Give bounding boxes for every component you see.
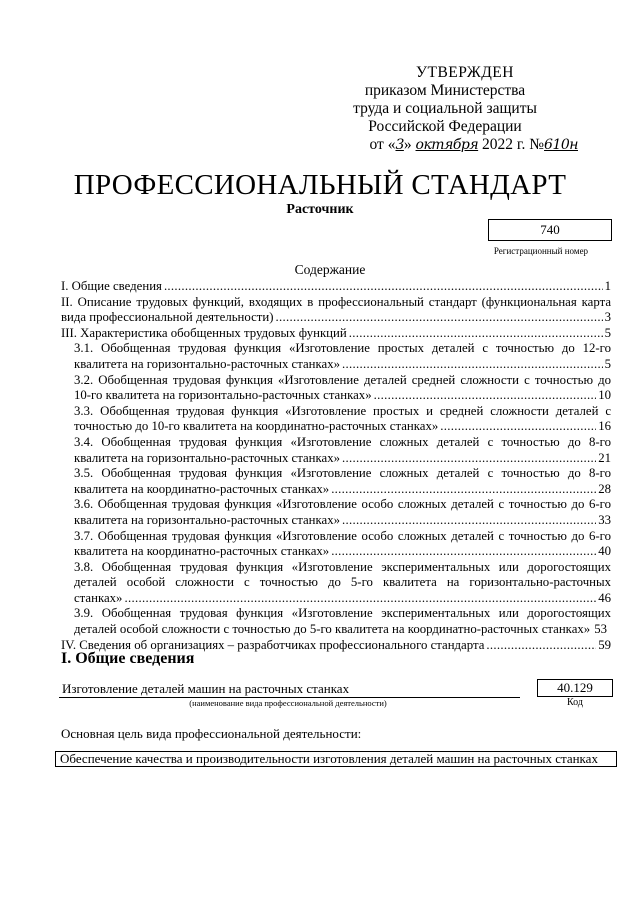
toc-item-text: 3.9. Обобщенная трудовая функция «Изготовление экспериментальных или дорогостоящих <box>74 606 611 621</box>
approval-line-1: приказом Министерства <box>364 82 526 99</box>
toc-page-number: 16 <box>598 419 611 434</box>
toc-item-text: квалитета на координатно-расточных станках» <box>74 544 330 559</box>
toc-item-text: 3.5. Обобщенная трудовая функция «Изготовление сложных деталей с точностью до 8-го <box>74 466 611 481</box>
toc-item-text: I. Общие сведения <box>61 279 162 293</box>
table-of-contents <box>61 279 611 653</box>
toc-page-number: 5 <box>604 325 611 340</box>
toc-leader-dots <box>164 279 603 295</box>
activity-name-caption: (наименование вида профессиональной деятельности) <box>189 698 387 708</box>
goal-field: Обеспечение качества и производительности изготовления деталей машин на расточных станках <box>55 751 617 767</box>
toc-item[interactable] <box>61 279 611 295</box>
toc-item-text: III. Характеристика обобщенных трудовых функций <box>61 325 347 340</box>
toc-item-row <box>74 544 611 560</box>
toc-page-number: 5 <box>604 356 611 371</box>
document-subtitle: Расточник <box>286 202 354 217</box>
toc-item-text: 3.1. Обобщенная трудовая функция «Изготовление простых деталей с точностью до 12-го <box>74 341 611 356</box>
toc-item-text: станках» <box>74 590 123 605</box>
toc-title: Содержание <box>294 262 366 277</box>
toc-leader-dots <box>486 638 596 654</box>
activity-name-field: Изготовление деталей машин на расточных станках <box>59 682 520 698</box>
toc-page-number: 33 <box>598 512 611 527</box>
toc-item-row <box>74 482 611 498</box>
date-year: 2022 г. № <box>482 136 545 153</box>
toc-item-row <box>74 513 611 529</box>
toc-item-text: квалитета на горизонтально-расточных станках» <box>74 512 341 527</box>
toc-page-number: 40 <box>598 544 611 559</box>
toc-page-number: 3 <box>604 310 611 325</box>
toc-page-number: 28 <box>598 481 611 496</box>
toc-item-row <box>61 279 611 295</box>
toc-item[interactable] <box>61 295 611 326</box>
toc-item-row <box>74 622 611 638</box>
activity-code-label: Код <box>567 697 583 708</box>
toc-item-row <box>74 357 611 373</box>
toc-item-text: точностью до 10-го квалитета на координатно-расточных станках» <box>74 419 439 434</box>
toc-item[interactable] <box>61 560 611 607</box>
toc-leader-dots <box>276 310 603 326</box>
toc-page-number: 59 <box>598 637 611 652</box>
toc-item-text: вида профессиональной деятельности) <box>61 310 274 325</box>
approval-date <box>320 136 578 154</box>
toc-item-row <box>74 388 611 404</box>
toc-page-number: 53 <box>594 622 607 637</box>
toc-leader-dots <box>331 544 596 560</box>
approval-heading: УТВЕРЖДЕН <box>416 64 514 81</box>
toc-item[interactable] <box>61 404 611 435</box>
toc-item-text: 3.7. Обобщенная трудовая функция «Изготовление особо сложных деталей с точностью до 6-го <box>74 528 611 543</box>
registration-number-box: 740 <box>488 219 612 241</box>
toc-item-text: 3.8. Обобщенная трудовая функция «Изготовление экспериментальных или дорогостоящих <box>74 559 611 574</box>
toc-page-number: 1 <box>604 279 611 293</box>
toc-item-text: квалитета на горизонтально-расточных станках» <box>74 450 341 465</box>
toc-item-text: 3.2. Обобщенная трудовая функция «Изготовление деталей средней сложности с точностью до <box>74 372 611 387</box>
toc-leader-dots <box>342 513 596 529</box>
toc-leader-dots <box>331 482 596 498</box>
toc-page-number: 46 <box>598 590 611 605</box>
toc-item[interactable] <box>61 466 611 497</box>
toc-item[interactable] <box>61 435 611 466</box>
order-number: 610н <box>544 137 578 153</box>
registration-number-label: Регистрационный номер <box>493 246 589 256</box>
toc-item[interactable] <box>61 497 611 528</box>
toc-item-row <box>61 326 611 342</box>
approval-line-3: Российской Федерации <box>368 118 522 135</box>
toc-leader-dots <box>342 451 596 467</box>
toc-item[interactable] <box>61 373 611 404</box>
toc-item-row <box>74 419 611 435</box>
activity-code-box: 40.129 <box>537 679 613 697</box>
section-heading: I. Общие сведения <box>61 650 195 667</box>
toc-item[interactable] <box>61 326 611 342</box>
date-prefix: от « <box>369 136 396 153</box>
toc-item[interactable] <box>61 606 611 637</box>
toc-leader-dots <box>342 357 603 373</box>
date-mid: » <box>403 136 412 153</box>
toc-item-row <box>74 451 611 467</box>
toc-item-text: квалитета на горизонтально-расточных станках» <box>74 356 341 371</box>
toc-item-text: квалитета на координатно-расточных станках» <box>74 481 330 496</box>
approval-line-2: труда и социальной защиты <box>353 100 537 117</box>
toc-item-text: II. Описание трудовых функций, входящих в профессиональный стандарт (функциональная карта <box>61 294 611 309</box>
toc-item[interactable] <box>61 341 611 372</box>
toc-leader-dots <box>349 326 603 342</box>
toc-leader-dots <box>374 388 597 404</box>
toc-page-number: 21 <box>598 450 611 465</box>
toc-item-text: 3.4. Обобщенная трудовая функция «Изготовление сложных деталей с точностью до 8-го <box>74 434 611 449</box>
toc-item-text: 3.3. Обобщенная трудовая функция «Изготовление простых и средней сложности деталей с <box>74 403 611 418</box>
approval-block <box>320 64 578 154</box>
toc-item-text: 10-го квалитета на горизонтально-расточных станках» <box>74 388 372 403</box>
toc-leader-dots <box>440 419 596 435</box>
goal-label: Основная цель вида профессиональной деятельности: <box>61 726 362 741</box>
toc-item-text: деталей особой сложности с точностью до 5-го квалитета на координатно-расточных станках» <box>74 622 591 637</box>
toc-item-text: деталей особой сложности с точностью до 5-го квалитета на горизонтально-расточных <box>74 575 611 590</box>
toc-item-row <box>74 591 611 607</box>
toc-item-text: IV. Сведения об организациях – разработчиках профессионального стандарта <box>61 637 485 652</box>
toc-item[interactable] <box>61 529 611 560</box>
date-day: 3 <box>395 137 404 153</box>
document-title: ПРОФЕССИОНАЛЬНЫЙ СТАНДАРТ <box>73 169 567 201</box>
toc-leader-dots <box>124 591 596 607</box>
date-month: октября <box>415 137 479 153</box>
toc-item-text: 3.6. Обобщенная трудовая функция «Изготовление особо сложных деталей с точностью до 6-го <box>74 497 611 512</box>
toc-page-number: 10 <box>598 388 611 403</box>
toc-item-row <box>61 310 611 326</box>
